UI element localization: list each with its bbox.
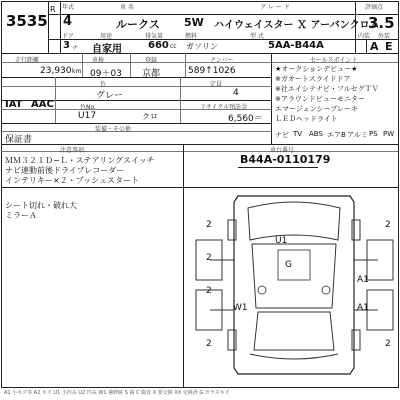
note-line: インテリキー×２・プッシュスタート bbox=[5, 176, 139, 185]
chassis-number: B44A-0110179 bbox=[240, 153, 331, 166]
damage-mark: 2 bbox=[206, 220, 212, 230]
option-tag: TV bbox=[293, 130, 303, 138]
damage-mark: A1 bbox=[357, 303, 369, 313]
option-tag: PS bbox=[369, 130, 378, 138]
lot-number: 3535 bbox=[6, 12, 48, 30]
equipment-line: ※アラウンドビューモニター bbox=[275, 95, 365, 103]
option-tag: エアB bbox=[327, 131, 346, 139]
body-color: グレー bbox=[96, 91, 124, 101]
equipment-line: ※ガオートスライドドア bbox=[275, 75, 351, 83]
displacement-unit: cc bbox=[170, 43, 177, 50]
fuel-type: ガソリン bbox=[186, 42, 218, 51]
model-year: 4 bbox=[63, 14, 73, 29]
door-unit: ナ bbox=[72, 45, 79, 52]
aircon: AAC bbox=[31, 99, 54, 110]
equipment-line: ＬＥＤヘッドライト bbox=[275, 115, 338, 123]
auction-score: 3.5 bbox=[368, 14, 395, 32]
warranty-book: 保証書 bbox=[5, 135, 33, 145]
option-tag: ナビ bbox=[275, 131, 289, 139]
damage-mark: 2 bbox=[385, 220, 391, 230]
displacement: 660 bbox=[148, 40, 169, 51]
damage-mark: U1 bbox=[275, 236, 288, 246]
plate-number: 589↑1026 bbox=[188, 66, 236, 76]
car-diagram bbox=[192, 190, 397, 380]
equipment-line: ※社エイシテナビ・フルセグＴＶ bbox=[275, 85, 379, 93]
damage-mark: W1 bbox=[233, 303, 248, 313]
transmission: IAT bbox=[5, 99, 23, 110]
damage-mark: 2 bbox=[206, 253, 212, 263]
equipment-line: ★オークションデビュー★ bbox=[275, 65, 358, 73]
interior-note: シート切れ・破れ大 bbox=[5, 201, 77, 210]
mileage: 23,930 bbox=[40, 66, 72, 76]
r-mark: R bbox=[50, 5, 56, 14]
drive-type: 5W bbox=[184, 16, 204, 29]
option-tag: ABS bbox=[309, 130, 323, 138]
shaken-date: 09＋03 bbox=[90, 69, 122, 79]
damage-mark: 2 bbox=[385, 339, 391, 349]
note-line: ＭＭ３２１Ｄ−Ｌ・ステアリングスイッチ bbox=[5, 156, 155, 165]
note-line: ナビ連動前後ドライブレコーダー bbox=[5, 166, 125, 175]
mileage-unit: km bbox=[72, 68, 82, 75]
model-code: 5AA-B44A bbox=[268, 40, 324, 51]
damage-mark: 2 bbox=[206, 339, 212, 349]
color-code-extra: クロ bbox=[142, 112, 158, 121]
interior-note: ミラーＡ bbox=[5, 211, 37, 220]
exterior-grade: E bbox=[385, 40, 393, 53]
option-tag: PW bbox=[383, 130, 395, 138]
grade-name: ハイウェイスター Ｘ アーバンクロム bbox=[214, 20, 380, 31]
footer-legend: A1 小キズ等 A2 キズ U1 小凹み U2 凹み W1 補修跡 S 錆 C 腐食 X 要交換 XX 交換済 G ガラスキズ bbox=[4, 390, 230, 396]
color-code: U17 bbox=[78, 111, 97, 121]
equipment-line: エマージェンシーブレーキ bbox=[275, 105, 358, 113]
option-tag: アルミ bbox=[347, 131, 368, 139]
interior-grade: A bbox=[370, 40, 379, 53]
door-count: 3 bbox=[63, 40, 70, 51]
seat-count: 4 bbox=[233, 88, 239, 98]
registration-area: 京都 bbox=[142, 69, 161, 79]
usage: 自家用 bbox=[92, 44, 122, 55]
model-name: ルークス bbox=[116, 18, 160, 31]
damage-mark: G bbox=[285, 260, 292, 270]
damage-mark: A1 bbox=[357, 275, 369, 285]
recycle-fee: 6,560＝ bbox=[228, 114, 263, 124]
damage-mark: 2 bbox=[206, 286, 212, 296]
